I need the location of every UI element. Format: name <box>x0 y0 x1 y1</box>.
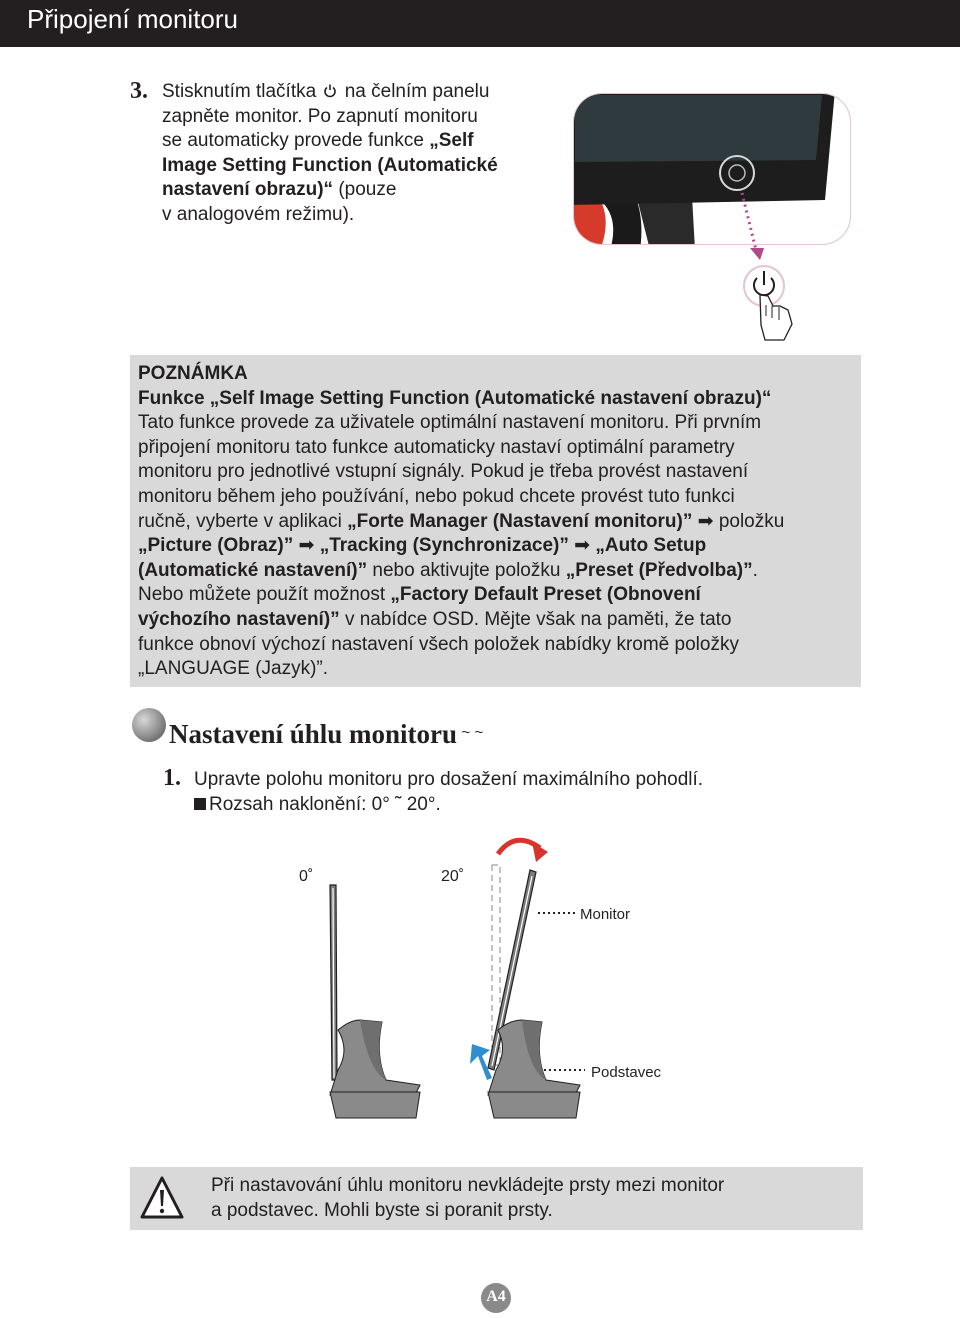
warning-text <box>211 1174 724 1223</box>
arrow-right-icon: ➡ <box>298 535 315 557</box>
step3-line4: Image Setting Function (Automatické <box>162 154 498 176</box>
tilt-diagram <box>320 830 590 1125</box>
angle-label-0: 0˚ <box>299 868 314 885</box>
step3-line2: zapněte monitor. Po zapnutí monitoru <box>162 105 478 127</box>
step3-line1-pre: Stisknutím tlačítka <box>162 81 317 102</box>
note-factory-default: „Factory Default Preset (Obnovení <box>390 584 701 606</box>
note-tracking: „Tracking (Synchronizace)” <box>319 535 569 557</box>
monitor-label: Monitor <box>580 906 631 923</box>
step3-line1-post: na čelním panelu <box>344 81 490 102</box>
step3-line5-bold: nastavení obrazu)“ <box>162 179 334 201</box>
step3-text <box>162 80 562 228</box>
section-title-suffix: ~ ~ <box>461 724 484 741</box>
note-factory-default-cont: výchozího nastavení)” <box>138 608 340 630</box>
section-heading <box>169 719 483 750</box>
page-number: A4 <box>486 1288 506 1305</box>
section-title: Nastavení úhlu monitoru <box>169 719 458 749</box>
note-line: připojení monitoru tato funkce automaticky nastaví optimální parametry <box>138 436 735 458</box>
note-line: monitoru během jeho používání, nebo pokud chcete provést tuto funkci <box>138 485 735 507</box>
range-label: Rozsah naklonění: 0° ˜ 20°. <box>209 794 441 815</box>
warning-icon <box>139 1175 185 1221</box>
note-text <box>138 362 858 682</box>
note-line: funkce obnoví výchozí nastavení všech položek nabídky kromě položky <box>138 633 739 655</box>
arrow-right-icon: ➡ <box>697 510 714 532</box>
note-forte-manager: „Forte Manager (Nastavení monitoru)” <box>347 510 693 532</box>
note-line5-post: položku <box>718 510 785 532</box>
arrow-right-icon: ➡ <box>574 535 591 557</box>
step1-text: Upravte polohu monitoru pro dosažení maximálního pohodlí. <box>194 769 704 790</box>
step1-range <box>194 793 441 818</box>
step-number: 3. <box>130 78 148 104</box>
note-line5-pre: ručně, vyberte v aplikaci <box>138 510 342 532</box>
warning-line: a podstavec. Mohli byste si poranit prsty. <box>211 1199 553 1221</box>
note-auto-setup: „Auto Setup <box>595 535 707 557</box>
page-title: Připojení monitoru <box>27 4 238 34</box>
power-icon <box>323 83 337 98</box>
square-bullet-icon <box>194 798 206 810</box>
note-picture: „Picture (Obraz)” <box>138 535 294 557</box>
note-line9-post: v nabídce OSD. Mějte však na paměti, že tato <box>344 608 732 630</box>
note-line7-end: . <box>752 559 758 581</box>
step3-line3-pre: se automaticky provede funkce <box>162 130 424 152</box>
note-subheading: Funkce „Self Image Setting Function (Automatické nastavení obrazu)“ <box>138 387 772 409</box>
note-line8-pre: Nebo můžete použít možnost <box>138 584 386 606</box>
step3-line3-bold: „Self <box>429 130 474 152</box>
warning-line: Při nastavování úhlu monitoru nevkládejte prsty mezi monitor <box>211 1175 725 1196</box>
monitor-20-deg <box>488 870 580 1118</box>
note-line: Tato funkce provede za uživatele optimální nastavení monitoru. Při prvním <box>138 412 762 434</box>
stand-label: Podstavec <box>591 1064 662 1081</box>
note-line: monitoru pro jednotlivé vstupní signály. Pokud je třeba provést nastavení <box>138 461 749 483</box>
monitor-photo <box>570 90 860 345</box>
monitor-0-deg <box>330 885 420 1118</box>
section-bullet-icon <box>131 707 167 745</box>
note-line7-mid: nebo aktivujte položku <box>372 559 561 581</box>
step3-line5-post: (pouze <box>338 179 397 201</box>
step-number: 1. <box>163 765 181 791</box>
step3-line6: v analogovém režimu). <box>162 203 355 225</box>
note-auto-setup-cont: (Automatické nastavení)” <box>138 559 368 581</box>
note-heading: POZNÁMKA <box>138 363 248 384</box>
angle-label-20: 20˚ <box>441 868 465 885</box>
note-preset: „Preset (Předvolba)” <box>565 559 753 581</box>
note-line: „LANGUAGE (Jazyk)”. <box>138 658 329 680</box>
